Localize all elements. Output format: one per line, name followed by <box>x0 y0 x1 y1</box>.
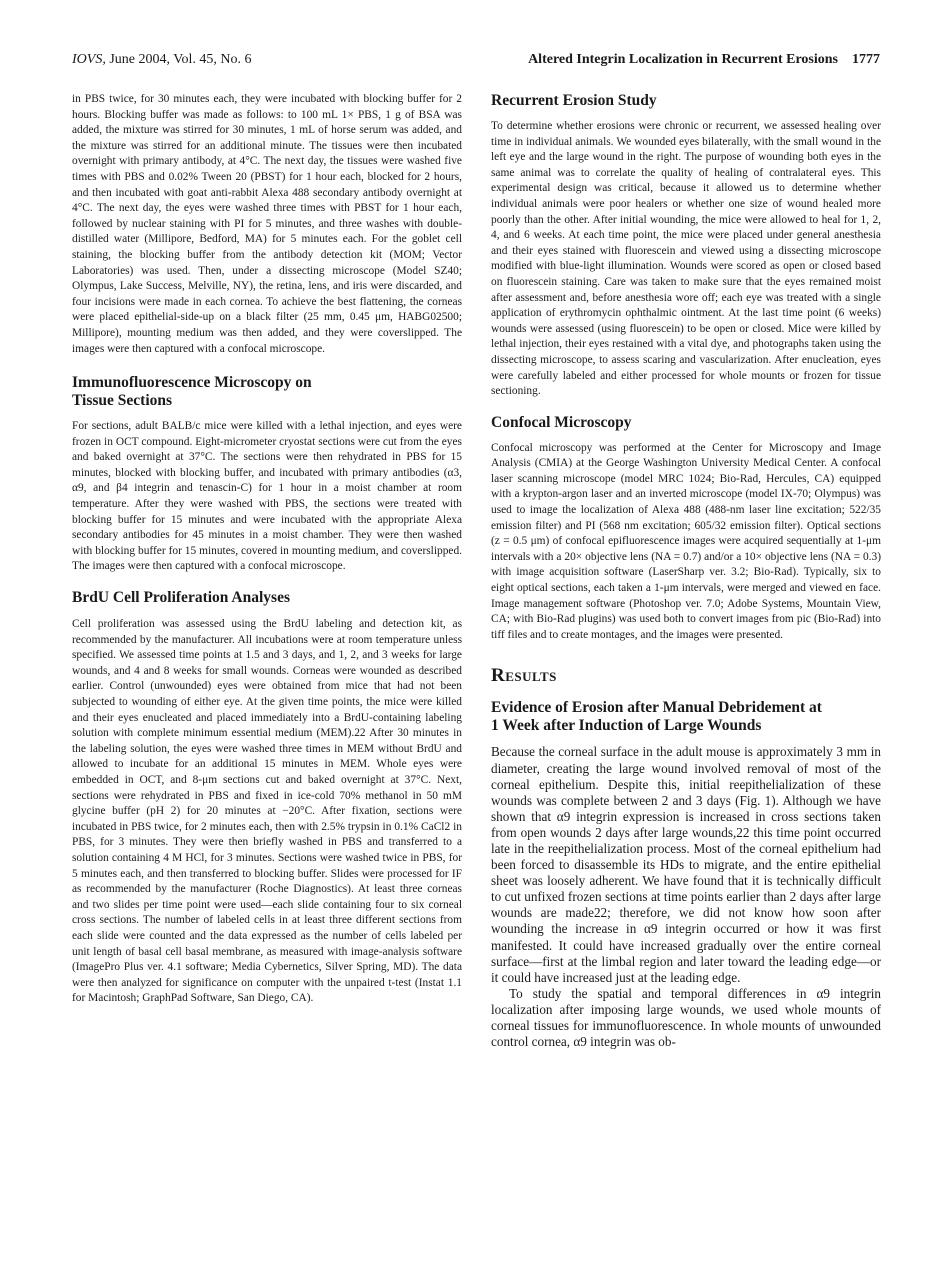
paragraph-whole-mount-continued: in PBS twice, for 30 minutes each, they were incubated with blocking buffer for 2 hours. Blocking buffer was made as follows: to 100 mL 1× PBS, 1 g of BSA was added, the mixture was stirred for 30 minutes, 1 mL of horse serum was added, and the mixture was stirred for an additional minute. The tissues were then incubated overnight with primary antibody, at 4°C. The next day, the tissues were washed five times with PBS and 0.02% Tween 20 (PBST) for 1 hour each, blocked for 2 hours, and then incubated with goat anti-rabbit Alexa 488 secondary antibody overnight at 4°C. The next day, the eyes were washed three times with PBST for 1 hour each, followed by nuclear staining with PI for 5 minutes, and three washes with double-distilled water (Millipore, Bedford, MA) for 5 minutes each. For the goblet cell staining, the blocking buffer from the antibody detection kit (MOM; Vector Laboratories) was used. Then, under a dissecting microscope (Model SZ40; Olympus, Lake Success, Melville, NY), the retina, lens, and iris were discarded, and four incisions were made in each cornea. To achieve the best flattening, the corneas were placed epithelial-side-up on a black filter (25 mm, 0.45 μm, HABG02500; Millipore), mounting medium was then added, and they were coverslipped. The images were then captured with a confocal microscope. <box>72 93 462 355</box>
heading-immunofluorescence <box>72 374 462 410</box>
results-initial: R <box>491 665 506 687</box>
paragraph-tissue-sections: For sections, adult BALB/c mice were killed with a lethal injection, and eyes were frozen in OCT compound. Eight-micrometer cryostat sections were cut from the eyes and baked overnight at 37°C. The sections were then rehydrated in PBS for 15 minutes, blocked with blocking buffer, and incubated with primary antibodies (α3, α9, and β4 integrin and tenascin-C) for 1 hour in a moist chamber at room temperature. After they were washed with PBS, the sections were treated with blocking buffer for 15 minutes and were incubated with the appropriate Alexa secondary antibodies for 45 minutes in a moist chamber. They were then washed with blocking buffer for 15 minutes, covered in mounting medium, and coverslipped. The images were then captured with a confocal microscope. <box>72 420 462 573</box>
paragraph-whole-mounts-alpha9: To study the spatial and temporal differences in α9 integrin localization after imposing large wounds, we used whole mounts of corneal tissues for immunofluorescence. In whole mounts of unwounded control cornea, α9 integrin was ob- <box>491 985 881 1050</box>
right-column <box>491 92 881 1050</box>
running-header <box>72 52 880 76</box>
section-results-title <box>491 665 881 687</box>
header-right <box>528 52 880 68</box>
journal-issue: June 2004, Vol. 45, No. 6 <box>105 52 252 67</box>
journal-citation <box>72 52 252 68</box>
paragraph-brdu: Cell proliferation was assessed using the BrdU labeling and detection kit, as recommended by the manufacturer. All incubations were at room temperature unless specified. We assessed time points at 1.5 and 3 days, and 1, 2, and 3 weeks for large wounds, and 4 and 8 weeks for small wounds. Corneas were wounded as described earlier. Control (unwounded) eyes were obtained from mice that had not been subjected to wounding of either eye. At the given time points, the mice were killed and their eyes enucleated and placed immediately into a BrdU-containing labeling solution with complete minimum essential medium (MEM).22 After 30 minutes in the labeling solution, the eyes were washed three times in MEM without BrdU and allowed to incubate for an additional 15 minutes in MEM. Whole eyes were embedded in OCT, and 8-μm sections cut and baked overnight at 37°C. Next, sections were rehydrated in PBS and fixed in ice-cold 70% methanol in 50 mM glycine buffer (pH 2) for 20 minutes at −20°C. After fixation, sections were incubated in PBS twice, for 2 minutes each, then with 2.5% trypsin in 0.1% CaCl2 in PBS, for 3 minutes. They were then briefly washed in PBS and transferred to a solution containing 4 M HCl, for 3 minutes. Sections were washed twice in PBS, for 5 minutes each, and then transferred to blocking buffer. Slides were processed for IF as recommended by the manufacturer (Roche Diagnostics). At least three corneas and two slides per time point were used—each slide containing four to six corneal cross sections. The number of labeled cells in at least three different sections from each slide were counted and the data expressed as the number of cells labeled per unit length of basal cell basal membrane, as measured with image-analysis software (ImagePro Plus ver. 4.1 software; Media Cybernetics, Silver Spring, MD). The data were then analyzed for significance on computer with the unpaired t-test (Instat 1.1 for Macintosh; GraphPad Software, San Diego, CA). <box>72 618 462 1005</box>
results-body <box>491 744 881 1050</box>
page-number: 1777 <box>852 52 880 67</box>
journal-name: IOVS, <box>72 52 106 67</box>
heading-immunofluorescence-line2: Tissue Sections <box>72 392 173 410</box>
heading-brdu: BrdU Cell Proliferation Analyses <box>72 589 290 607</box>
heading-evidence-line1: Evidence of Erosion after Manual Debridement at <box>491 699 822 717</box>
heading-immunofluorescence-line1: Immunofluorescence Microscopy on <box>72 374 312 392</box>
heading-recurrent-erosion: Recurrent Erosion Study <box>491 92 657 109</box>
paragraph-confocal: Confocal microscopy was performed at the Center for Microscopy and Image Analysis (CMIA) at the George Washington University Medical Center. A confocal laser scanning microscope (model MRC 1024; Bio-Rad, Hercules, CA) equipped with a krypton-argon laser and an inverted microscope (model IX-70; Olympus) was used to image the localization of Alexa 488 (488-nm laser line excitation; 522/35 emission filter) and PI (568 nm excitation; 605/32 emission filter). Optical sections (z = 0.5 μm) of confocal epifluorescence images were acquired sequentially at 1-μm intervals with a 20× objective lens (NA = 0.7) and/or a 10× objective lens (NA = 0.3) with image acquisition software (LaserSharp ver. 3.2; Bio-Rad). Typically, six to eight optical sections, each taken a 1-μm intervals, were merged and viewed en face. Image management software (Photoshop ver. 7.0; Adobe Systems, Mountain View, CA; with Bio-Rad plugins) was used both to convert images from pic (Bio-Rad) into tiff files and to create montages, and the images were presented. <box>491 441 881 641</box>
heading-confocal: Confocal Microscopy <box>491 413 632 431</box>
results-rest: ESULTS <box>505 669 557 685</box>
heading-evidence-erosion <box>491 699 881 735</box>
paragraph-evidence: Because the corneal surface in the adult mouse is approximately 3 mm in diameter, creating the large wound involved removal of most of the corneal epithelium. Despite this, initial reepithelialization of these wounds was complete between 2 and 3 days (Fig. 1). Although we have shown that α9 integrin expression is increased in cross sections taken from open wounds 2 days after large wounds,22 this time point occurred late in the reepithelialization process. Most of the corneal epithelium had been forced to disassemble its HDs to migrate, and the entire epithelial sheet was loosely adherent. We have found that it is technically difficult to cut unfixed frozen sections at time points earlier than 2 days after large wounds are made22; therefore, we did not know how soon after wounding the increase in α9 integrin occurred or how it was first manifested. It could have increased gradually over the entire corneal surface—first at the limbal region and later toward the leading edge—or it could have increased just at the leading edge. <box>491 744 881 985</box>
heading-evidence-line2: 1 Week after Induction of Large Wounds <box>491 717 762 735</box>
running-title: Altered Integrin Localization in Recurrent Erosions <box>528 52 838 67</box>
paragraph-recurrent-erosion: To determine whether erosions were chronic or recurrent, we assessed healing over time in individual animals. We wounded eyes bilaterally, with the small wound in the left eye and the large wound in the right. The purpose of wounding both eyes in the same animal was to correlate the quality of healing of contralateral eyes. This experimental design was critical, because it allowed us to determine whether individual animals were poor healers or whether one size of wound healed more poorly than the other. After initial wounding, the mice were allowed to heal for 1, 2, 4, and 6 weeks. At each time point, the mice were placed under general anesthesia and their eyes stained with fluorescein and viewed using a dissecting microscope modified with blue-light illumination. Wounds were scored as open or closed based on fluorescein staining. Care was taken to make sure that the eyes remained moist after assessment and, before anesthesia wore off; each eye was treated with a single application of erythromycin ophthalmic ointment. At the last time point (6 weeks) wounds were assessed (using fluorescein) to be open or closed. Mice were killed by lethal injection, their eyes restained with a vital dye, and photographs taken using the dissecting microscope, to assess scaring and vascularization. After enucleation, eyes were carefully labeled and either processed for whole mounts or frozen for tissue sectioning. <box>491 120 881 398</box>
left-column <box>72 92 462 1007</box>
